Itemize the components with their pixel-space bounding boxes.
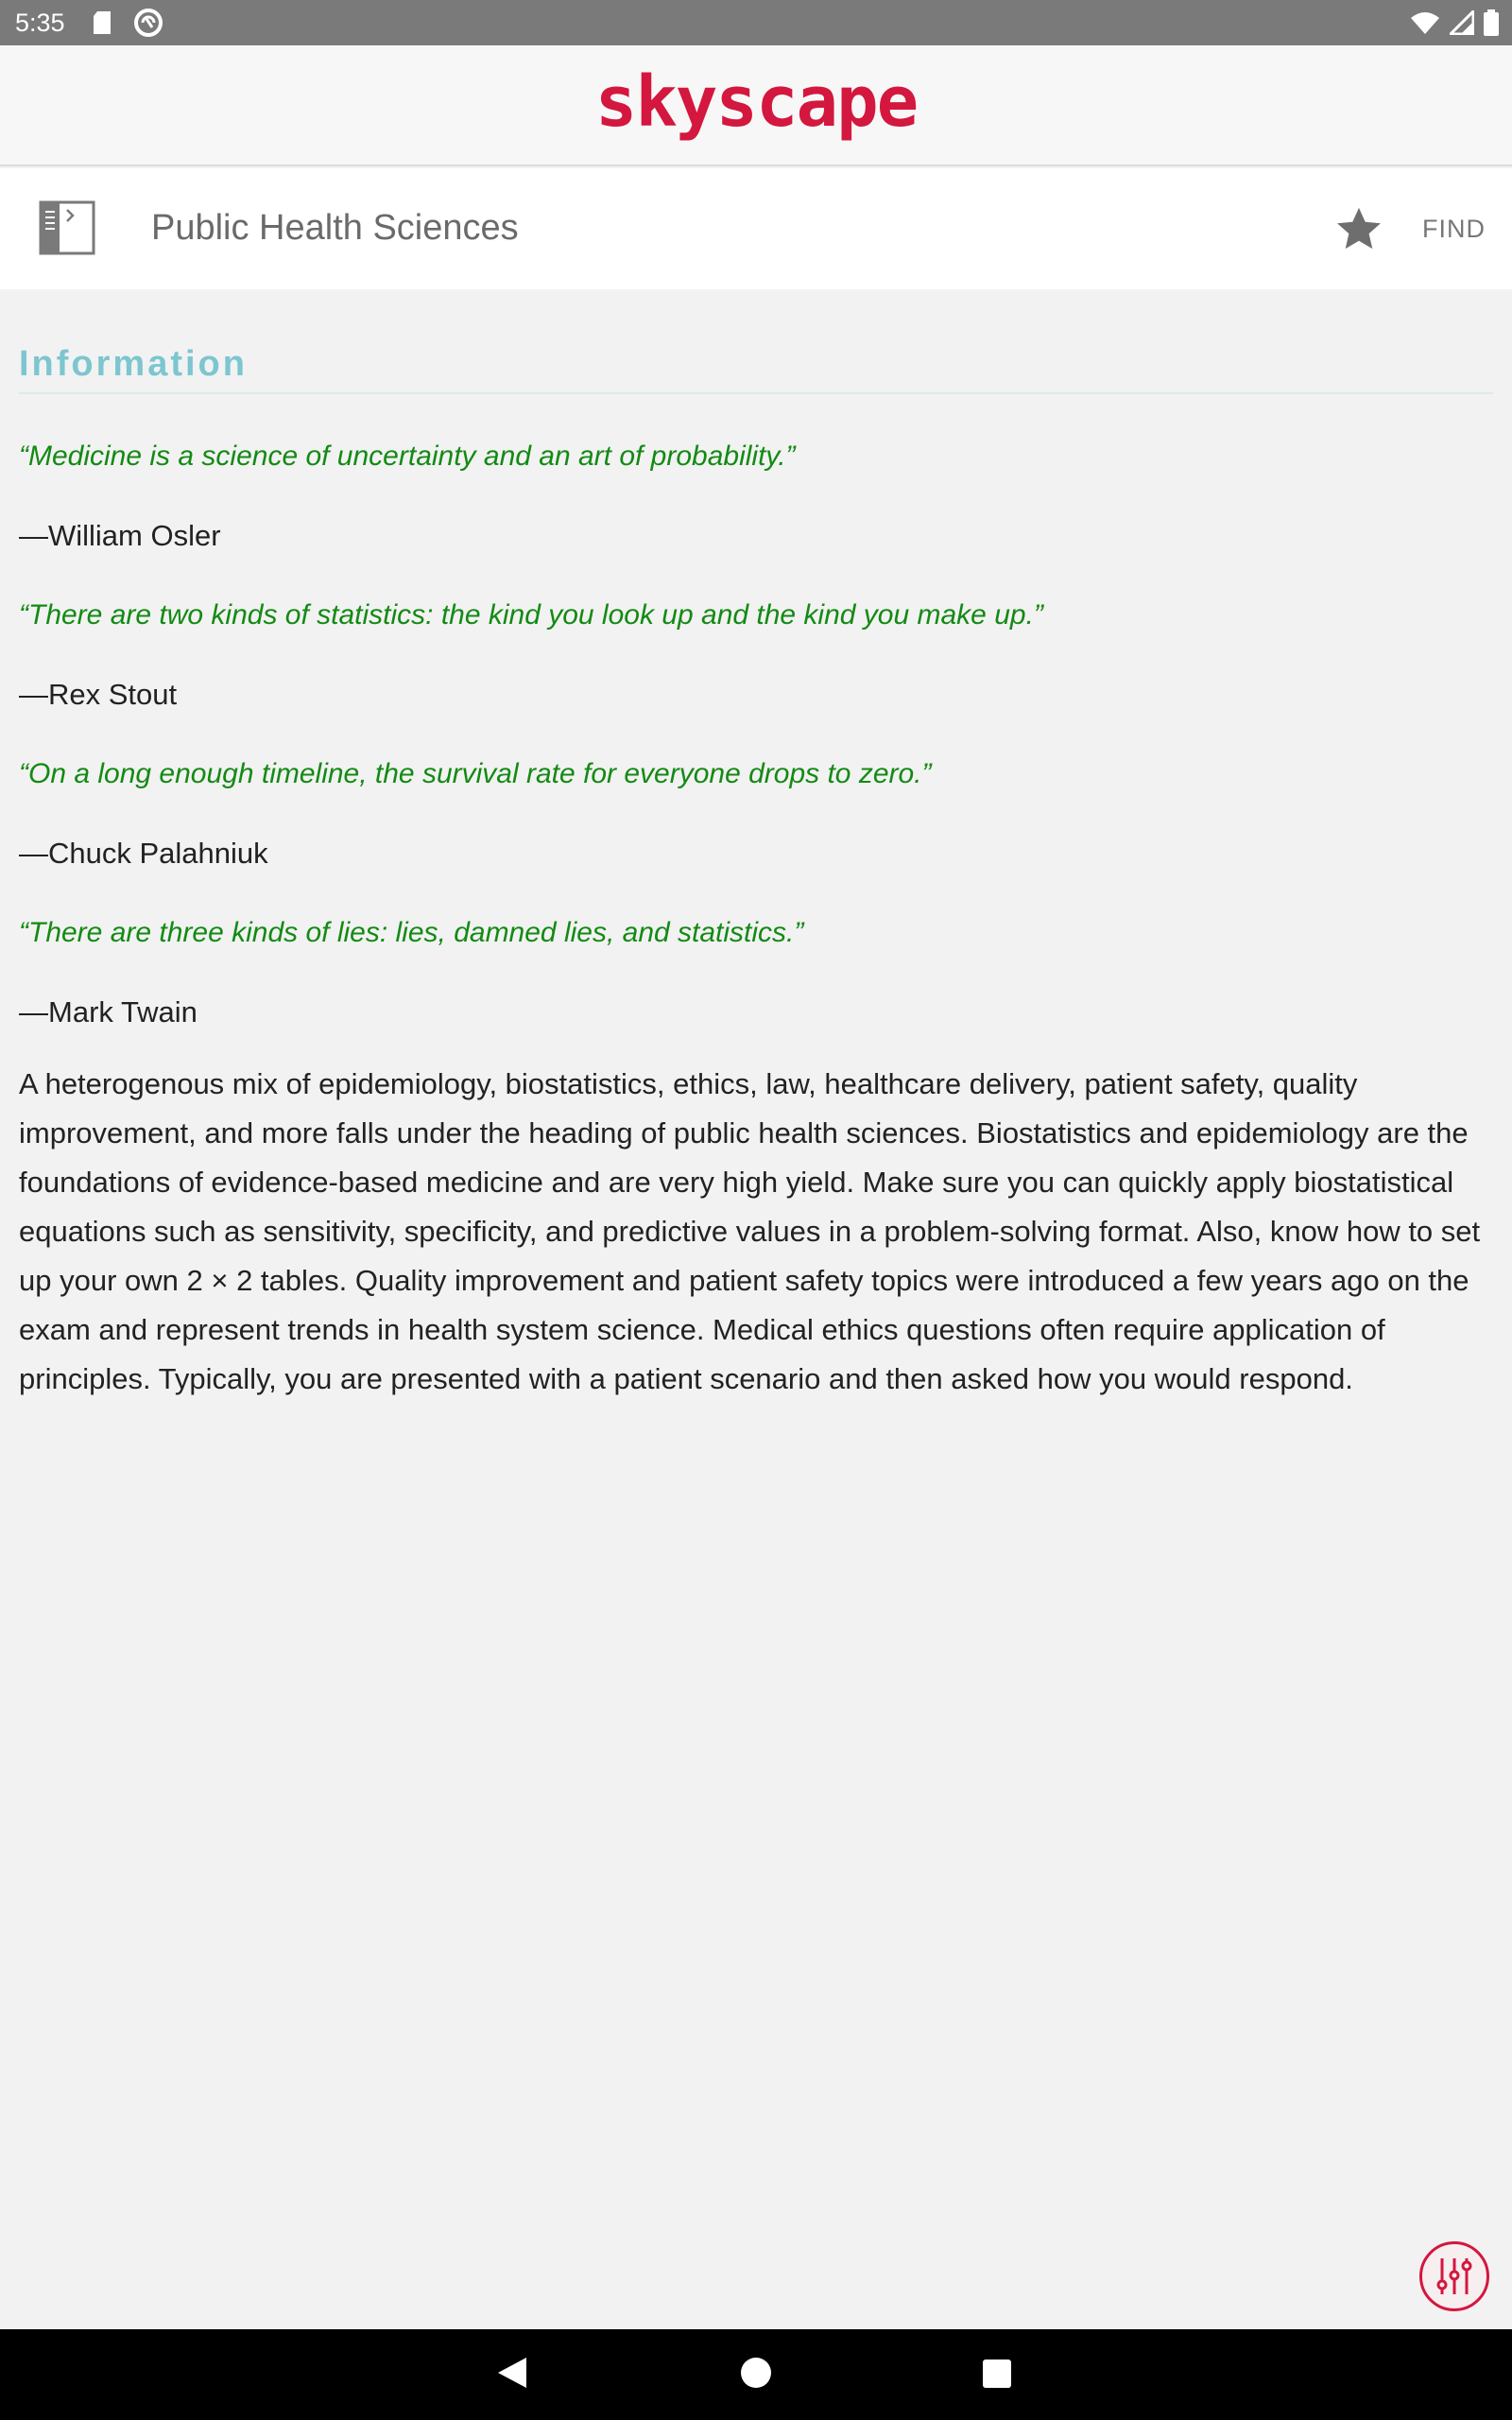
quote-author: —Mark Twain [19,995,198,1028]
quote: “There are three kinds of lies: lies, damned lies, and statistics.” [19,917,804,948]
find-button[interactable]: FIND [1422,215,1486,243]
system-nav-bar [0,2329,1512,2420]
sync-icon [133,8,163,38]
back-icon[interactable] [496,2356,528,2390]
content-area [0,289,1512,1404]
skyscape-logo: skyscape [594,61,918,143]
star-icon [1334,206,1383,253]
quote: “There are two kinds of statistics: the kind you look up and the kind you make up.” [19,599,1043,631]
signal-icon [1450,10,1474,35]
quote-author: —Rex Stout [19,678,178,711]
quote-author: —Chuck Palahniuk [19,837,268,870]
quote: “On a long enough timeline, the survival rate for everyone drops to zero.” [19,758,932,789]
battery-icon [1484,9,1499,36]
page-title: Public Health Sciences [151,208,519,248]
body-paragraph: A heterogenous mix of epidemiology, biostatistics, ethics, law, healthcare delivery, patient safety, quality improvement, and more falls under the heading of public health sciences. Biostatistics and epidemiology are the foundations of evidence-based medicine and are very high yield. Make sure you can quickly apply biostatistical equations such as sensitivity, specificity, and predictive values in a problem-solving format. Also, know how to set up your own 2 × 2 tables. Quality improvement and patient safety topics were introduced a few years ago on the exam and represent trends in health system science. Medical ethics questions often require application of principles. Typically, you are presented with a patient scenario and then asked how you would respond. [19,1067,1481,1395]
status-right-icons [1410,0,1499,45]
wifi-icon [1410,10,1440,35]
table-of-contents-button[interactable] [38,199,96,257]
settings-fab[interactable] [1419,2241,1489,2311]
favorite-button[interactable] [1334,206,1383,253]
home-icon[interactable] [741,2358,771,2388]
status-bar [0,0,1512,45]
quote-author: —William Osler [19,519,221,552]
toolbar [0,168,1512,289]
sd-card-icon [92,10,112,35]
section-title: Information [19,289,1493,394]
book-sidebar-icon [38,199,96,257]
status-time: 5:35 [15,8,65,37]
brand-bar [0,45,1512,166]
recents-icon[interactable] [983,2360,1011,2388]
status-left-icons [92,8,163,38]
sliders-icon [1431,2253,1478,2300]
quote: “Medicine is a science of uncertainty and an art of probability.” [19,441,796,472]
